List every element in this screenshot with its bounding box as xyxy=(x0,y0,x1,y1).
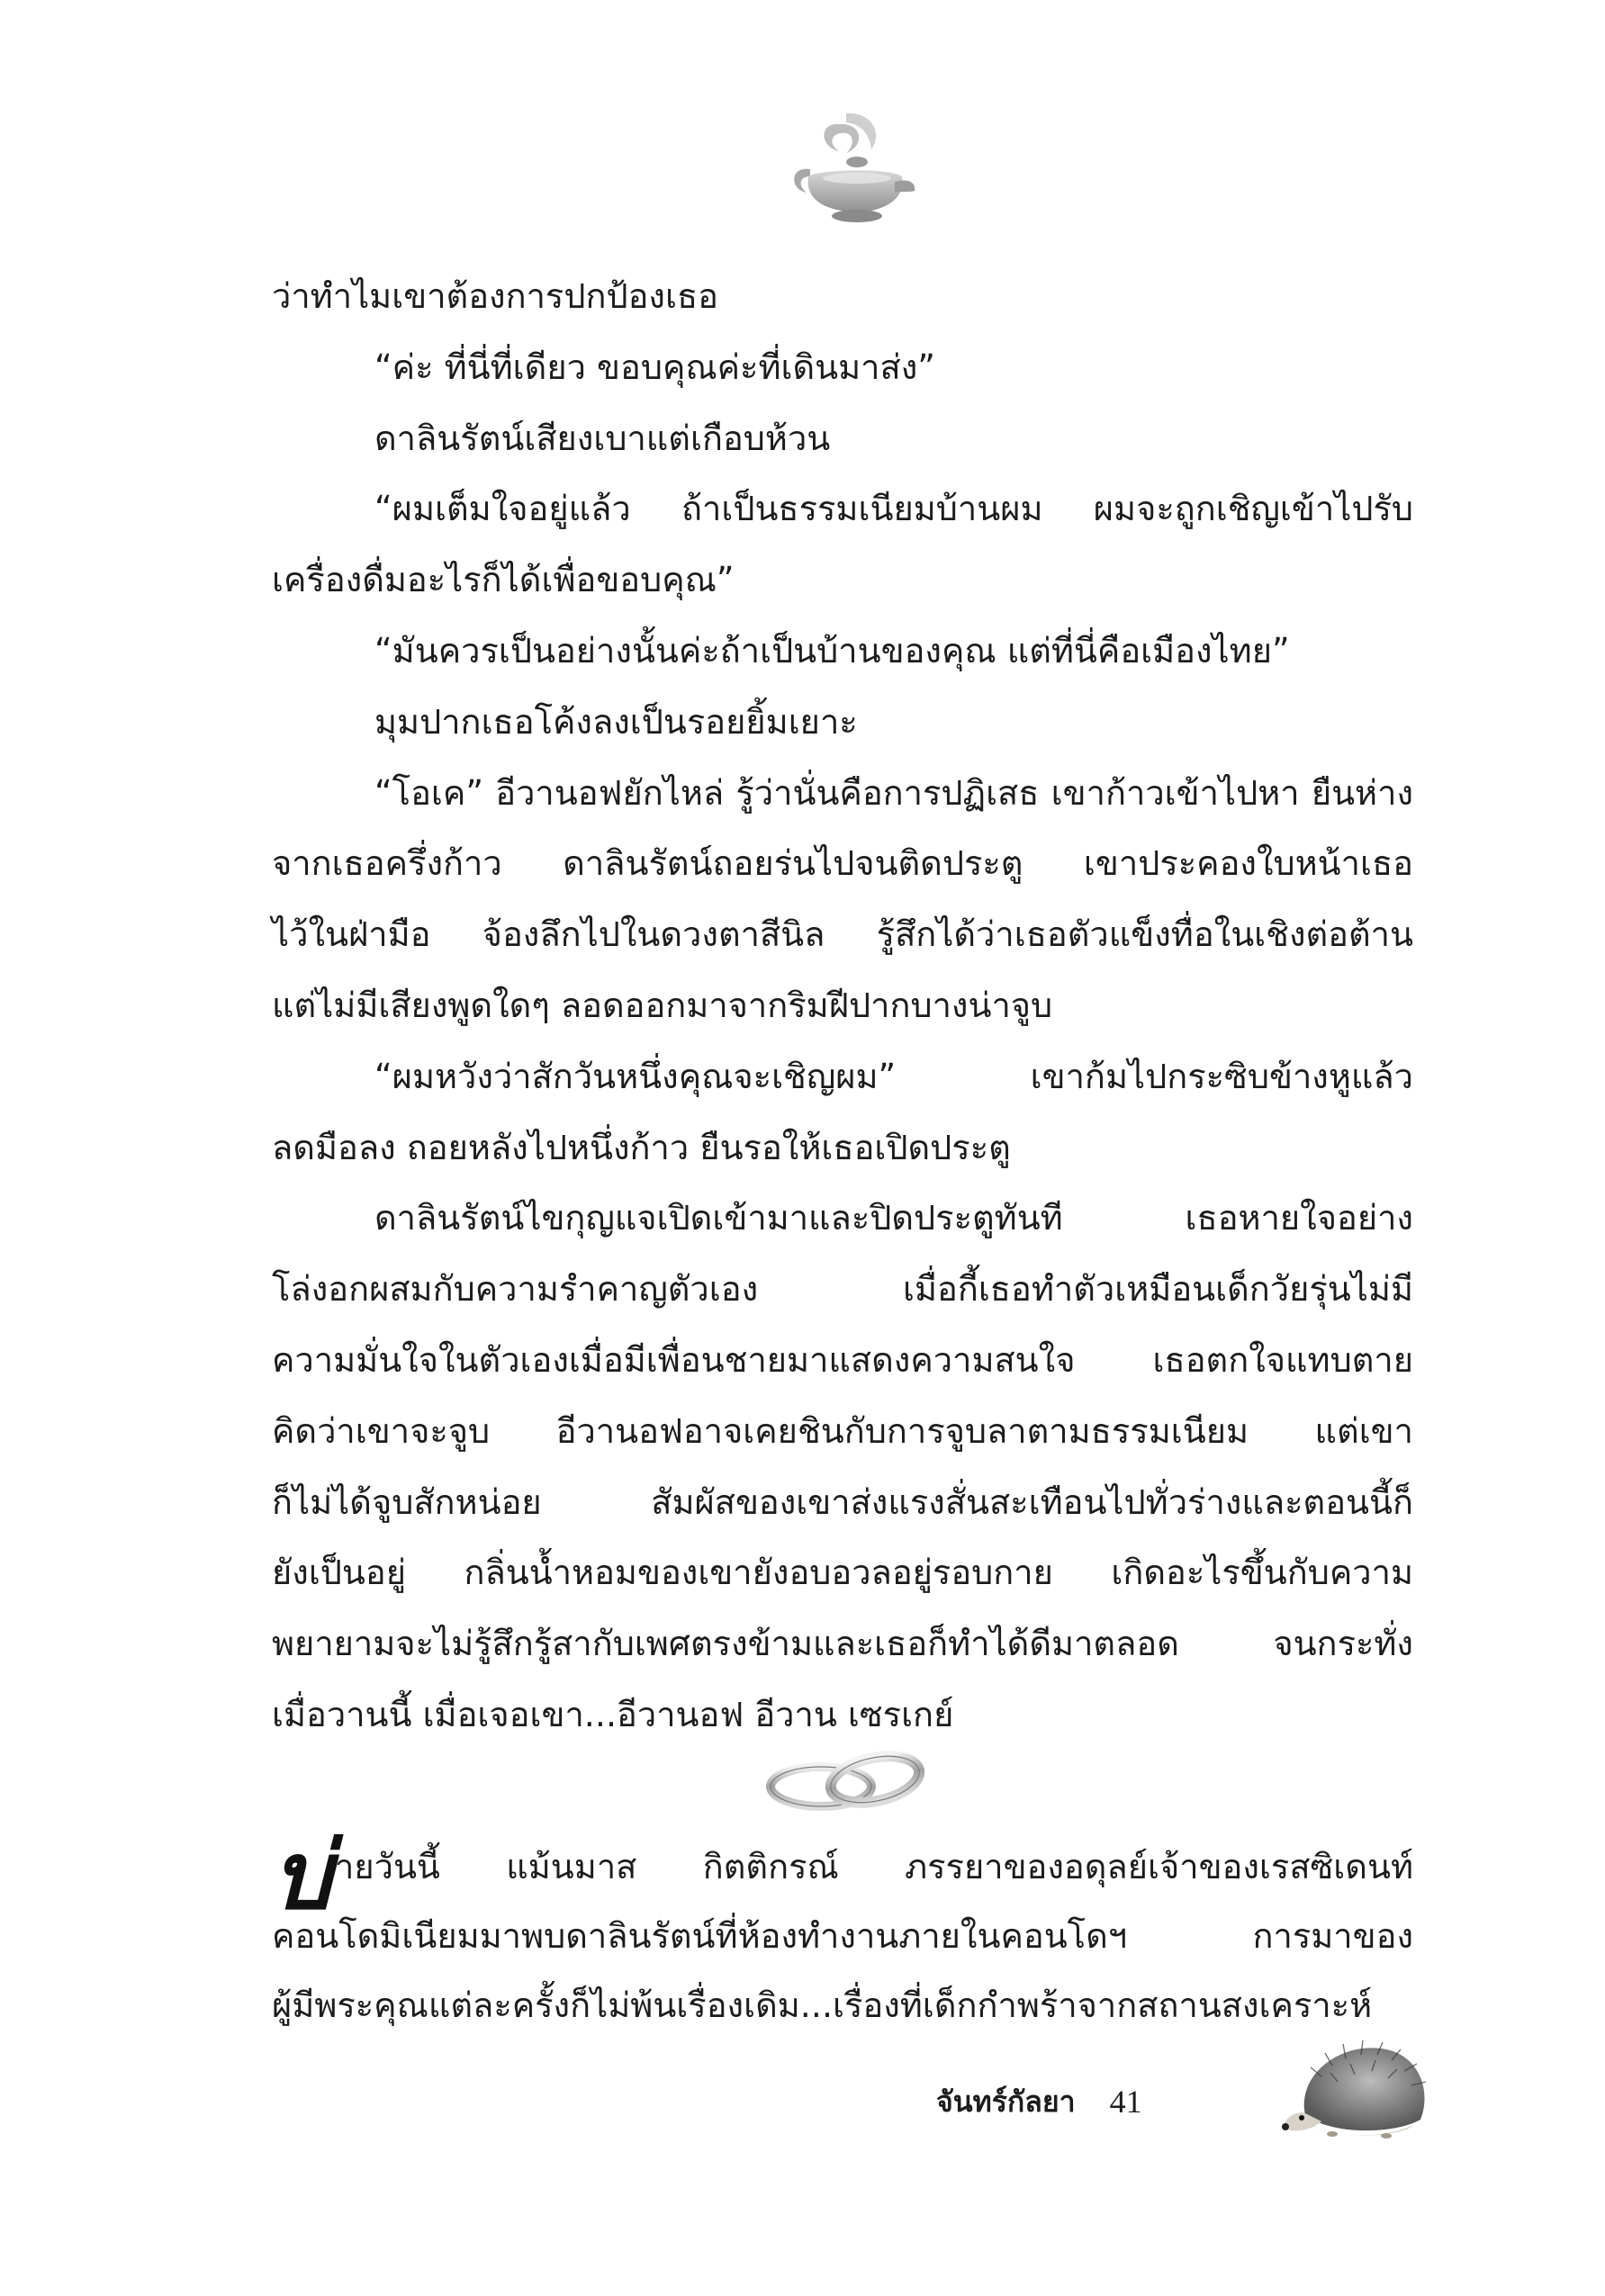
text-line: มุมปากเธอโค้งลงเป็นรอยยิ้มเยาะ xyxy=(374,701,858,742)
text-line: ยังเป็นอยู่ กลิ่นน้ำหอมของเขายังอบอวลอยู่รอบกาย เกิดอะไรขึ้นกับความ xyxy=(272,1553,1413,1593)
text-line: “ผมเต็มใจอยู่แล้ว ถ้าเป็นธรรมเนียมบ้านผม ผมจะถูกเชิญเข้าไปรับ xyxy=(374,489,1413,529)
text-line: พยายามจะไม่รู้สึกรู้สากับเพศตรงข้ามและเธอก็ทำได้ดีมาตลอด จนกระทั่ง xyxy=(272,1624,1413,1664)
hedgehog-icon xyxy=(1278,2030,1431,2147)
page-footer xyxy=(936,2075,1142,2129)
text-line: เครื่องดื่มอะไรก็ได้เพื่อขอบคุณ” xyxy=(272,560,735,600)
text-line: โล่งอกผสมกับความรำคาญตัวเอง เมื่อกี้เธอทำตัวเหมือนเด็กวัยรุ่นไม่มี xyxy=(272,1269,1413,1310)
text-line: “มันควรเป็นอย่างนั้นค่ะถ้าเป็นบ้านของคุณ แต่ที่นี่คือเมืองไทย” xyxy=(374,630,1290,671)
text-line: จากเธอครึ่งก้าว ดาลินรัตน์ถอยร่นไปจนติดประตู เขาประคองใบหน้าเธอ xyxy=(272,843,1413,884)
text-line: ไว้ในฝ่ามือ จ้องลึกไปในดวงตาสีนิล รู้สึกได้ว่าเธอตัวแข็งทื่อในเชิงต่อต้าน xyxy=(272,914,1413,955)
wedding-rings-icon xyxy=(765,1751,927,1815)
first-line-rest: ายวันนี้ แม้นมาส กิตติกรณ์ ภรรยาของอดุลย์เจ้าของเรสซิเดนท์ xyxy=(335,1847,1413,1886)
text-line: เมื่อวานนี้ เมื่อเจอเขา...อีวานอฟ อีวาน เซรเกย์ xyxy=(272,1694,954,1734)
text-line: คอนโดมิเนียมมาพบดาลินรัตน์ที่ห้องทำงานภายในคอนโดฯ การมาของ xyxy=(272,1916,1413,1956)
text-line-with-dropcap xyxy=(272,1820,1413,1931)
text-line: แต่ไม่มีเสียงพูดใดๆ ลอดออกมาจากริมฝีปากบางน่าจูบ xyxy=(272,985,1053,1025)
text-line: ผู้มีพระคุณแต่ละครั้งก็ไม่พ้นเรื่องเดิม...เรื่องที่เด็กกำพร้าจากสถานสงเคราะห์ xyxy=(272,1985,1373,2025)
book-title: จันทร์กัลยา xyxy=(936,2084,1076,2119)
text-line: “โอเค” อีวานอฟยักไหล่ รู้ว่านั่นคือการปฏิเสธ เขาก้าวเข้าไปหา ยืนห่าง xyxy=(374,772,1413,813)
text-line: ดาลินรัตน์เสียงเบาแต่เกือบห้วน xyxy=(374,418,831,458)
text-line: ความมั่นใจในตัวเองเมื่อมีเพื่อนชายมาแสดงความสนใจ เธอตกใจแทบตาย xyxy=(272,1339,1413,1380)
text-line: “ผมหวังว่าสักวันหนึ่งคุณจะเชิญผม” เขาก้มไปกระซิบข้างหูแล้ว xyxy=(374,1056,1413,1096)
page-number: 41 xyxy=(1109,2084,1142,2120)
text-line: ดาลินรัตน์ไขกุญแจเปิดเข้ามาและปิดประตูทันที เธอหายใจอย่าง xyxy=(374,1198,1413,1238)
drop-cap: บ่ xyxy=(272,1820,332,1931)
text-line: “ค่ะ ที่นี่ที่เดียว ขอบคุณค่ะที่เดินมาส่ง” xyxy=(374,347,935,387)
section-two-text xyxy=(272,1820,1413,2040)
text-line: ว่าทำไมเขาต้องการปกป้องเธอ xyxy=(272,276,718,316)
text-line: คิดว่าเขาจะจูบ อีวานอฟอาจเคยชินกับการจูบลาตามธรรมเนียม แต่เขา xyxy=(272,1410,1413,1451)
genie-lamp-icon xyxy=(783,106,918,232)
text-line: ลดมือลง ถอยหลังไปหนึ่งก้าว ยืนรอให้เธอเปิดประตู xyxy=(272,1127,1011,1167)
text-line: ก็ไม่ได้จูบสักหน่อย สัมผัสของเขาส่งแรงสั่นสะเทือนไปทั่วร่างและตอนนี้ก็ xyxy=(272,1481,1413,1522)
main-text xyxy=(272,261,1413,1751)
